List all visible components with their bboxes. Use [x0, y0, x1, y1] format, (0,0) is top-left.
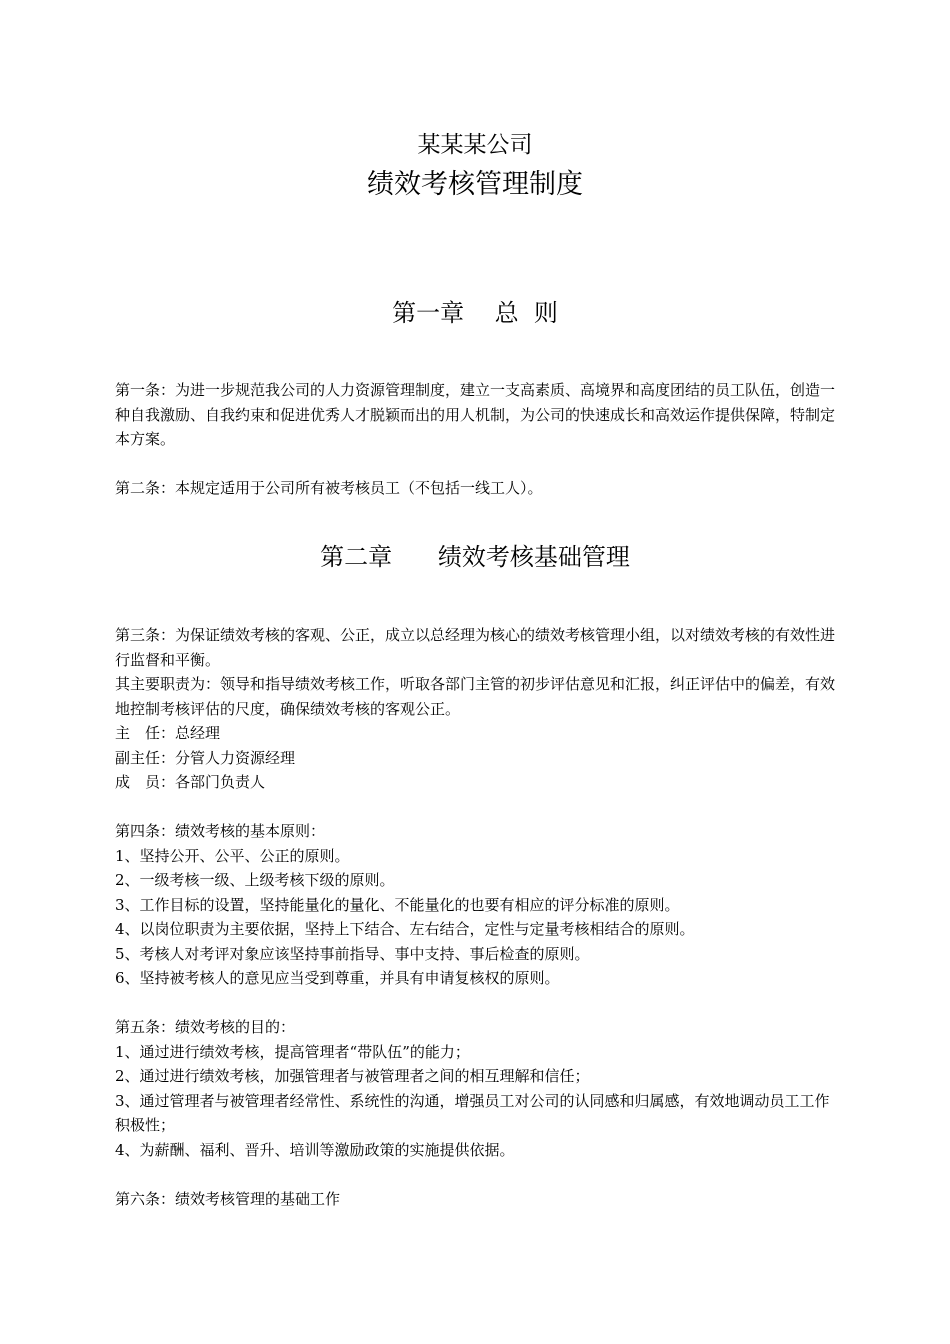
- company-name: 某某某公司: [417, 132, 533, 158]
- paragraph-gap: [115, 991, 837, 1016]
- article-5-item: 3、通过管理者与被管理者经常性、系统性的沟通，增强员工对公司的认同感和归属感，有效地调动员工工作积极性；: [115, 1091, 830, 1134]
- committee-members: 成 员：各部门负责人: [115, 773, 266, 791]
- chapter-1-heading: 第一章 总 则: [392, 299, 558, 327]
- article-4-intro: 第四条：绩效考核的基本原则：: [115, 822, 326, 840]
- chapter-1-body: [115, 378, 837, 501]
- paragraph-gap: [115, 1162, 837, 1187]
- article-5-item: 1、通过进行绩效考核，提高管理者“带队伍”的能力；: [115, 1042, 470, 1061]
- article-4-item: 2、一级考核一级、上级考核下级的原则。: [115, 871, 395, 889]
- article-4-item: 4、以岗位职责为主要依据，坚持上下结合、左右结合，定性与定量考核相结合的原则。: [115, 920, 695, 938]
- document-title: 绩效考核管理制度: [367, 169, 583, 200]
- article-3-duties: 其主要职责为：领导和指导绩效考核工作，听取各部门主管的初步评估意见和汇报，纠正评估中的偏差，有效地控制考核评估的尺度，确保绩效考核的客观公正。: [115, 675, 836, 718]
- paragraph-gap: [115, 452, 837, 477]
- committee-deputy: 副主任：分管人力资源经理: [115, 748, 296, 767]
- article-3-intro: 第三条：为保证绩效考核的客观、公正，成立以总经理为核心的绩效考核管理小组，以对绩效考核的有效性进行监督和平衡。: [115, 626, 836, 669]
- committee-director: 主 任：总经理: [115, 724, 221, 742]
- chapter-2-heading: 第二章 绩效考核基础管理: [320, 543, 630, 571]
- article-5-intro: 第五条：绩效考核的目的：: [115, 1018, 296, 1036]
- chapter-2-body: [115, 623, 837, 1211]
- article-4-item: 6、坚持被考核人的意见应当受到尊重，并具有申请复核权的原则。: [115, 969, 560, 987]
- paragraph-gap: [115, 795, 837, 820]
- article-5-item: 2、通过进行绩效考核，加强管理者与被管理者之间的相互理解和信任；: [115, 1067, 590, 1085]
- article-6-intro: 第六条：绩效考核管理的基础工作: [115, 1189, 341, 1208]
- article-4-item: 1、坚持公开、公平、公正的原则。: [115, 846, 350, 865]
- article-2: 第二条：本规定适用于公司所有被考核员工（不包括一线工人）。: [115, 479, 543, 497]
- article-4-item: 5、考核人对考评对象应该坚持事前指导、事中支持、事后检查的原则。: [115, 944, 590, 963]
- article-4-item: 3、工作目标的设置，坚持能量化的量化、不能量化的也要有相应的评分标准的原则。: [115, 895, 680, 914]
- article-1: 第一条：为进一步规范我公司的人力资源管理制度，建立一支高素质、高境界和高度团结的员工队伍，创造一种自我激励、自我约束和促进优秀人才脱颖而出的用人机制，为公司的快速成长和高效运作提供保障，特制定本方案。: [115, 381, 836, 448]
- article-5-item: 4、为薪酬、福利、晋升、培训等激励政策的实施提供依据。: [115, 1140, 515, 1159]
